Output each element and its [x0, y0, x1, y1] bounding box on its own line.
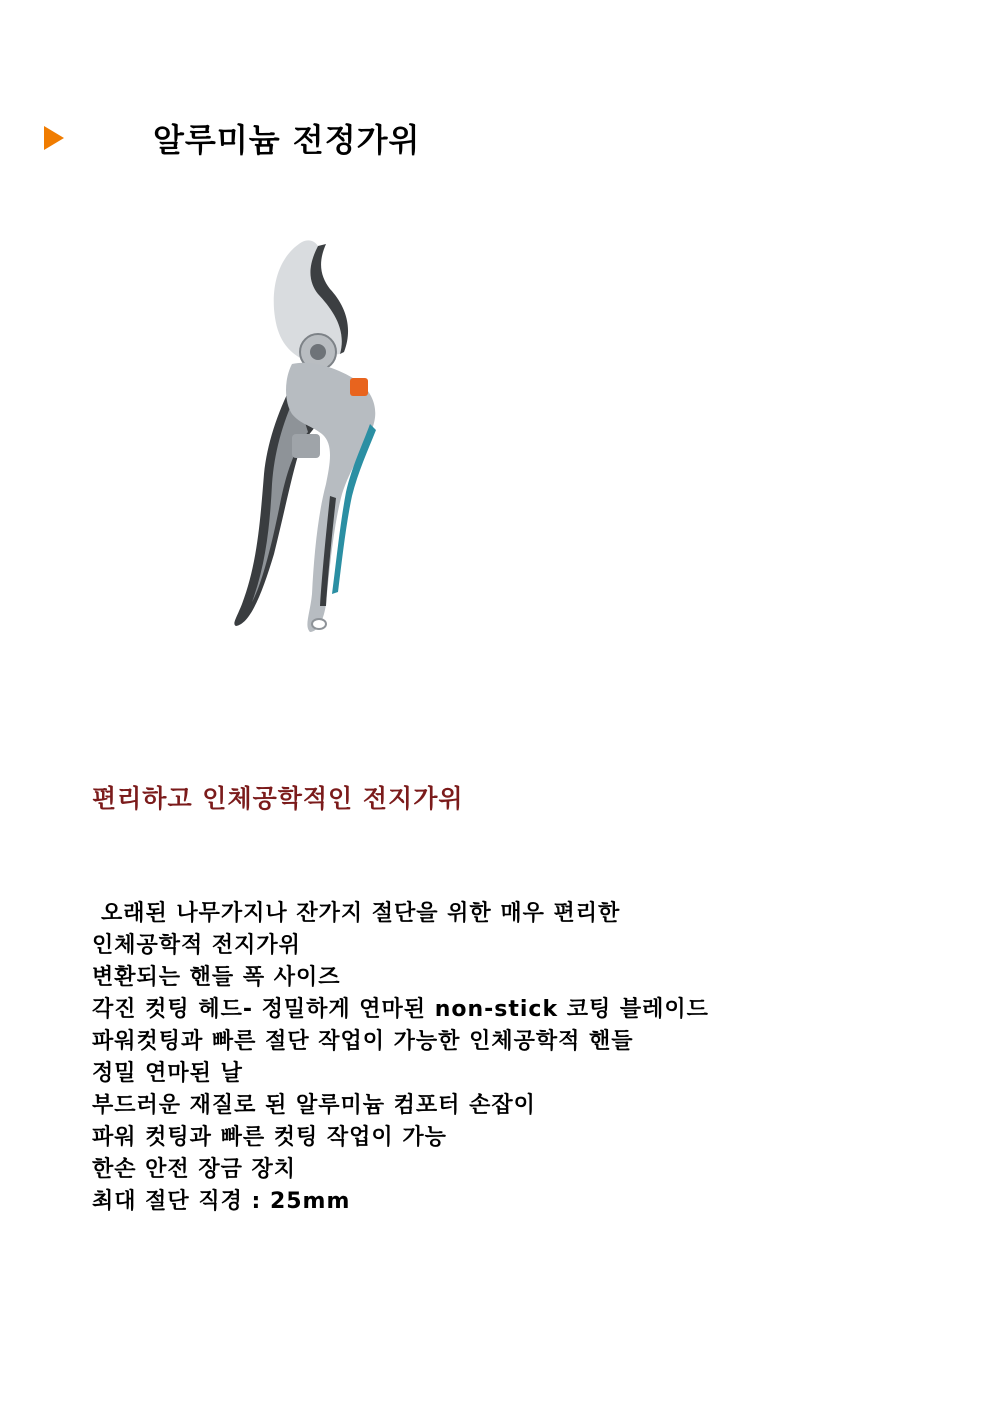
page-title: 알루미늄 전정가위: [153, 121, 421, 159]
product-subtitle: 편리하고 인체공학적인 전지가위: [92, 784, 464, 813]
feature-item: 변환되는 핸들 폭 사이즈: [92, 965, 341, 990]
pruning-shears-image: [222, 234, 402, 644]
feature-item: 파워 컷팅과 빠른 컷팅 작업이 가능: [92, 1125, 447, 1150]
feature-item: 한손 안전 장금 장치: [92, 1157, 296, 1182]
feature-list: [92, 898, 709, 1218]
feature-item: 인체공학적 전지가위: [92, 933, 301, 958]
feature-item: 파워컷팅과 빠른 절단 작업이 가능한 인체공학적 핸들: [92, 1029, 634, 1054]
feature-item: 부드러운 재질로 된 알루미늄 컴포터 손잡이: [92, 1093, 536, 1118]
feature-item: 오래된 나무가지나 잔가지 절단을 위한 매우 편리한: [101, 901, 621, 926]
bullet-triangle-icon: [44, 126, 64, 150]
feature-item: 최대 절단 직경 : 25mm: [92, 1189, 351, 1214]
feature-item: 각진 컷팅 헤드- 정밀하게 연마된 non-stick 코팅 블레이드: [92, 997, 709, 1022]
feature-item: 정밀 연마된 날: [92, 1061, 243, 1086]
